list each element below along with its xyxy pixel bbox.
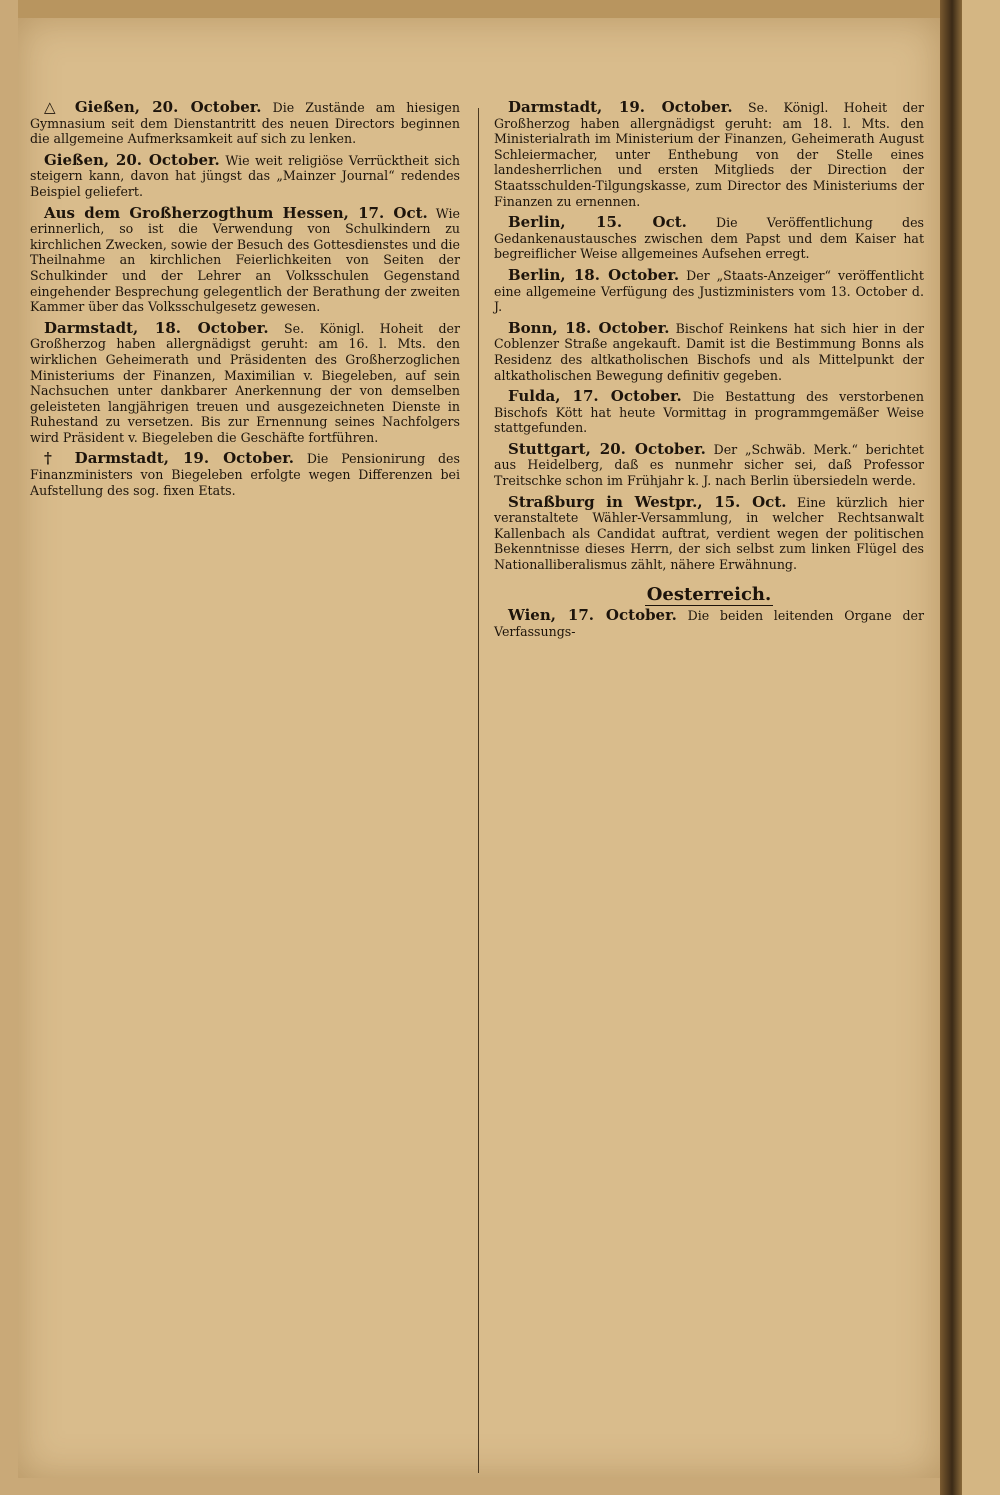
section-heading (494, 583, 924, 605)
article-dateline: Darmstadt, 19. October. (508, 98, 733, 116)
section-heading-text: Oesterreich. (646, 583, 772, 605)
article (494, 608, 924, 639)
article (494, 389, 924, 436)
article-body: Se. Königl. Hoheit der Großherzog haben allergnädigst geruht: am 18. l. Mts. den Ministerialrath im Ministerium der Finanzen, Geheimerath August Schleiermacher, unter Enthebung von der Stelle eines landesherrlichen und ersten Mitglieds der Direction der Staatsschulden-Tilgungskasse, zum Director des Ministeriums der Finanzen zu ernennen. (494, 100, 924, 209)
article-dateline: Fulda, 17. October. (508, 387, 682, 406)
article-body: Die Zustände am hiesigen Gymnasium seit dem Dienstantritt des neuen Directors beginnen die allgemeine Aufmerksamkeit auf sich zu lenken. (30, 100, 460, 147)
article-dateline: Darmstadt, 18. October. (44, 318, 269, 337)
article-dateline: Bonn, 18. October. (508, 318, 670, 337)
article (494, 265, 924, 315)
article-dateline: Berlin, 18. October. (508, 265, 680, 284)
article (494, 215, 924, 262)
article (30, 203, 460, 315)
article (30, 318, 460, 446)
article-dateline: † Darmstadt, 19. October. (44, 449, 294, 468)
article-dateline: △ Gießen, 20. October. (44, 98, 262, 116)
newspaper-page (18, 18, 940, 1478)
article-body: Eine kürzlich hier veranstaltete Wähler-Versammlung, in welcher Rechtsanwalt Kallenbach als Candidat auftrat, verdient wegen der politischen Bekenntnisse dieses Herrn, der sich selbst zum linken Flügel des Nationalliberalismus zählt, nähere Erwähnung. (494, 494, 924, 573)
right-column (494, 100, 924, 645)
article-dateline: Wien, 17. October. (508, 606, 677, 625)
article-dateline: Gießen, 20. October. (44, 150, 220, 169)
article (30, 100, 460, 147)
article-dateline: Straßburg in Westpr., 15. Oct. (508, 492, 787, 511)
article (494, 439, 924, 489)
article-dateline: Stuttgart, 20. October. (508, 439, 706, 458)
article (494, 492, 924, 573)
article (494, 318, 925, 383)
article-body: Der „Schwäb. Merk.“ berichtet aus Heidelberg, daß es nunmehr sicher sei, daß Professor Treitschke schon im Frühjahr k. J. nach Berlin übersiedeln werde. (494, 441, 924, 489)
article-dateline: Aus dem Großherzogthum Hessen, 17. Oct. (44, 203, 428, 222)
article-body: Die beiden leitenden Organe der Verfassungs- (494, 608, 925, 639)
article-body: Wie erinnerlich, so ist die Verwendung von Schulkindern zu kirchlichen Zwecken, sowie der Besuch des Gottesdienstes und die Theilnahme an kirchlichen Feierlichkeiten von Seiten der Schulkinder und der Lehrer an Volksschulen Gegenstand eingehender Besprechung gelegentlich der Berathung der zweiten Kammer über das Volksschulgesetz gewesen. (30, 205, 460, 315)
adjacent-page-edge (962, 0, 1000, 1495)
binding-gutter (940, 0, 962, 1495)
article-body: Die Pensionirung des Finanzministers von Biegeleben erfolgte wegen Differenzen bei Aufstellung des sog. fixen Etats. (30, 451, 460, 498)
top-margin (18, 0, 940, 18)
article-body: Se. Königl. Hoheit der Großherzog haben allergnädigst geruht: am 16. l. Mts. den wirklichen Geheimerath und Präsidenten des Großherzoglichen Ministeriums der Finanzen, Maximilian v. Biegeleben, auf sein Nachsuchen unter dankbarer Anerkennung der von demselben geleisteten langjährigen treuen und ausgezeichneten Dienste in Ruhestand zu versetzen. Bis zur Ernennung seines Nachfolgers wird Präsident v. Biegeleben die Geschäfte fortführen. (30, 320, 460, 445)
left-column (30, 100, 460, 504)
article-body: Die Bestattung des verstorbenen Bischofs Kött hat heute Vormittag in programmgemäßer Weise stattgefunden. (494, 389, 924, 436)
article-body: Die Veröffentlichung des Gedankenaustausches zwischen dem Papst und dem Kaiser hat begreiflicher Weise allgemeines Aufsehen erregt. (494, 215, 924, 262)
article-body: Wie weit religiöse Verrücktheit sich steigern kann, davon hat jüngst das „Mainzer Journal“ redendes Beispiel geliefert. (30, 152, 460, 199)
article (30, 150, 460, 200)
article (494, 100, 924, 209)
article-dateline: Berlin, 15. Oct. (508, 213, 687, 232)
article-body: Der „Staats-Anzeiger“ veröffentlicht eine allgemeine Verfügung des Justizministers vom 13. October d. J. (494, 267, 924, 315)
article (30, 451, 460, 498)
column-divider (478, 108, 479, 1473)
article-body: Bischof Reinkens hat sich hier in der Coblenzer Straße angekauft. Damit ist die Bestimmung Bonns als Residenz des altkatholischen Bischofs und als Mittelpunkt der altkatholischen Bewegung definitiv gegeben. (494, 320, 925, 383)
